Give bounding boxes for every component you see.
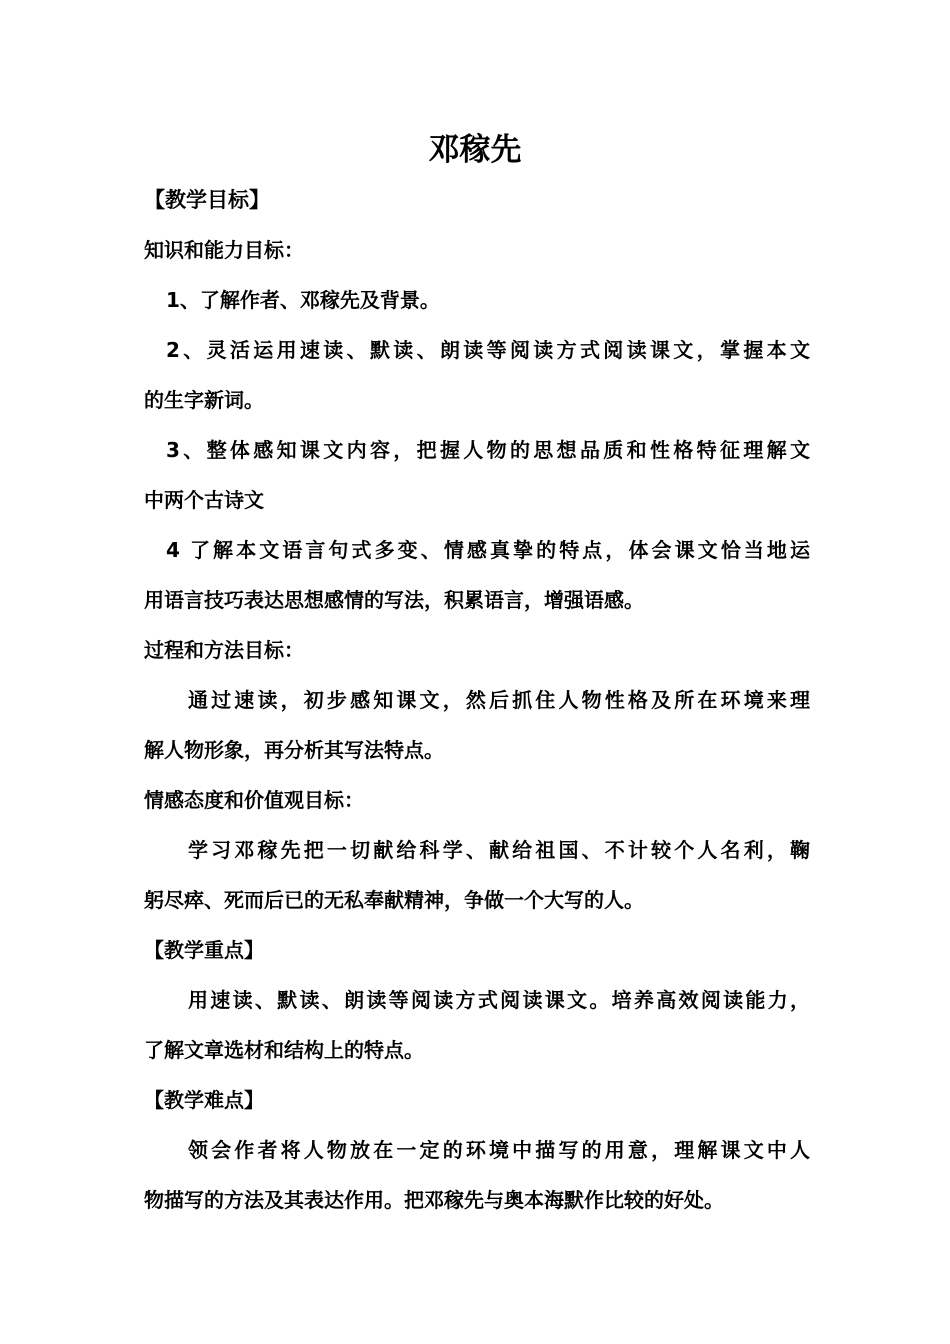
key-points-line-2: 了解文章选材和结构上的特点。 xyxy=(144,1038,424,1062)
knowledge-label: 知识和能力目标： xyxy=(144,238,304,262)
knowledge-item-3-cont: 中两个古诗文 xyxy=(144,488,264,512)
knowledge-item-2-cont: 的生字新词。 xyxy=(144,388,264,412)
knowledge-item-3: 3、整体感知课文内容，把握人物的思想品质和性格特征理解文 xyxy=(166,438,810,462)
knowledge-item-4: 4 了解本文语言句式多变、情感真挚的特点，体会课文恰当地运 xyxy=(166,538,810,562)
process-label: 过程和方法目标： xyxy=(144,638,304,662)
process-paragraph-line-2: 解人物形象，再分析其写法特点。 xyxy=(144,738,444,762)
difficulties-line-2: 物描写的方法及其表达作用。把邓稼先与奥本海默作比较的好处。 xyxy=(144,1188,724,1212)
knowledge-item-2: 2、灵活运用速读、默读、朗读等阅读方式阅读课文，掌握本文 xyxy=(166,338,810,362)
goals-heading: 【教学目标】 xyxy=(144,188,270,212)
key-points-line-1: 用速读、默读、朗读等阅读方式阅读课文。培养高效阅读能力， xyxy=(188,988,810,1012)
emotion-label: 情感态度和价值观目标： xyxy=(144,788,364,812)
process-paragraph-line-1: 通过速读，初步感知课文，然后抓住人物性格及所在环境来理 xyxy=(188,688,810,712)
knowledge-item-4-cont: 用语言技巧表达思想感情的写法，积累语言，增强语感。 xyxy=(144,588,644,612)
page-title: 邓稼先 xyxy=(428,132,522,168)
knowledge-item-1: 1、了解作者、邓稼先及背景。 xyxy=(166,288,440,312)
emotion-paragraph-line-2: 躬尽瘁、死而后已的无私奉献精神，争做一个大写的人。 xyxy=(144,888,644,912)
difficulties-line-1: 领会作者将人物放在一定的环境中描写的用意，理解课文中人 xyxy=(188,1138,810,1162)
difficulties-heading: 【教学难点】 xyxy=(144,1088,264,1112)
emotion-paragraph-line-1: 学习邓稼先把一切献给科学、献给祖国、不计较个人名利，鞠 xyxy=(188,838,810,862)
key-points-heading: 【教学重点】 xyxy=(144,938,264,962)
